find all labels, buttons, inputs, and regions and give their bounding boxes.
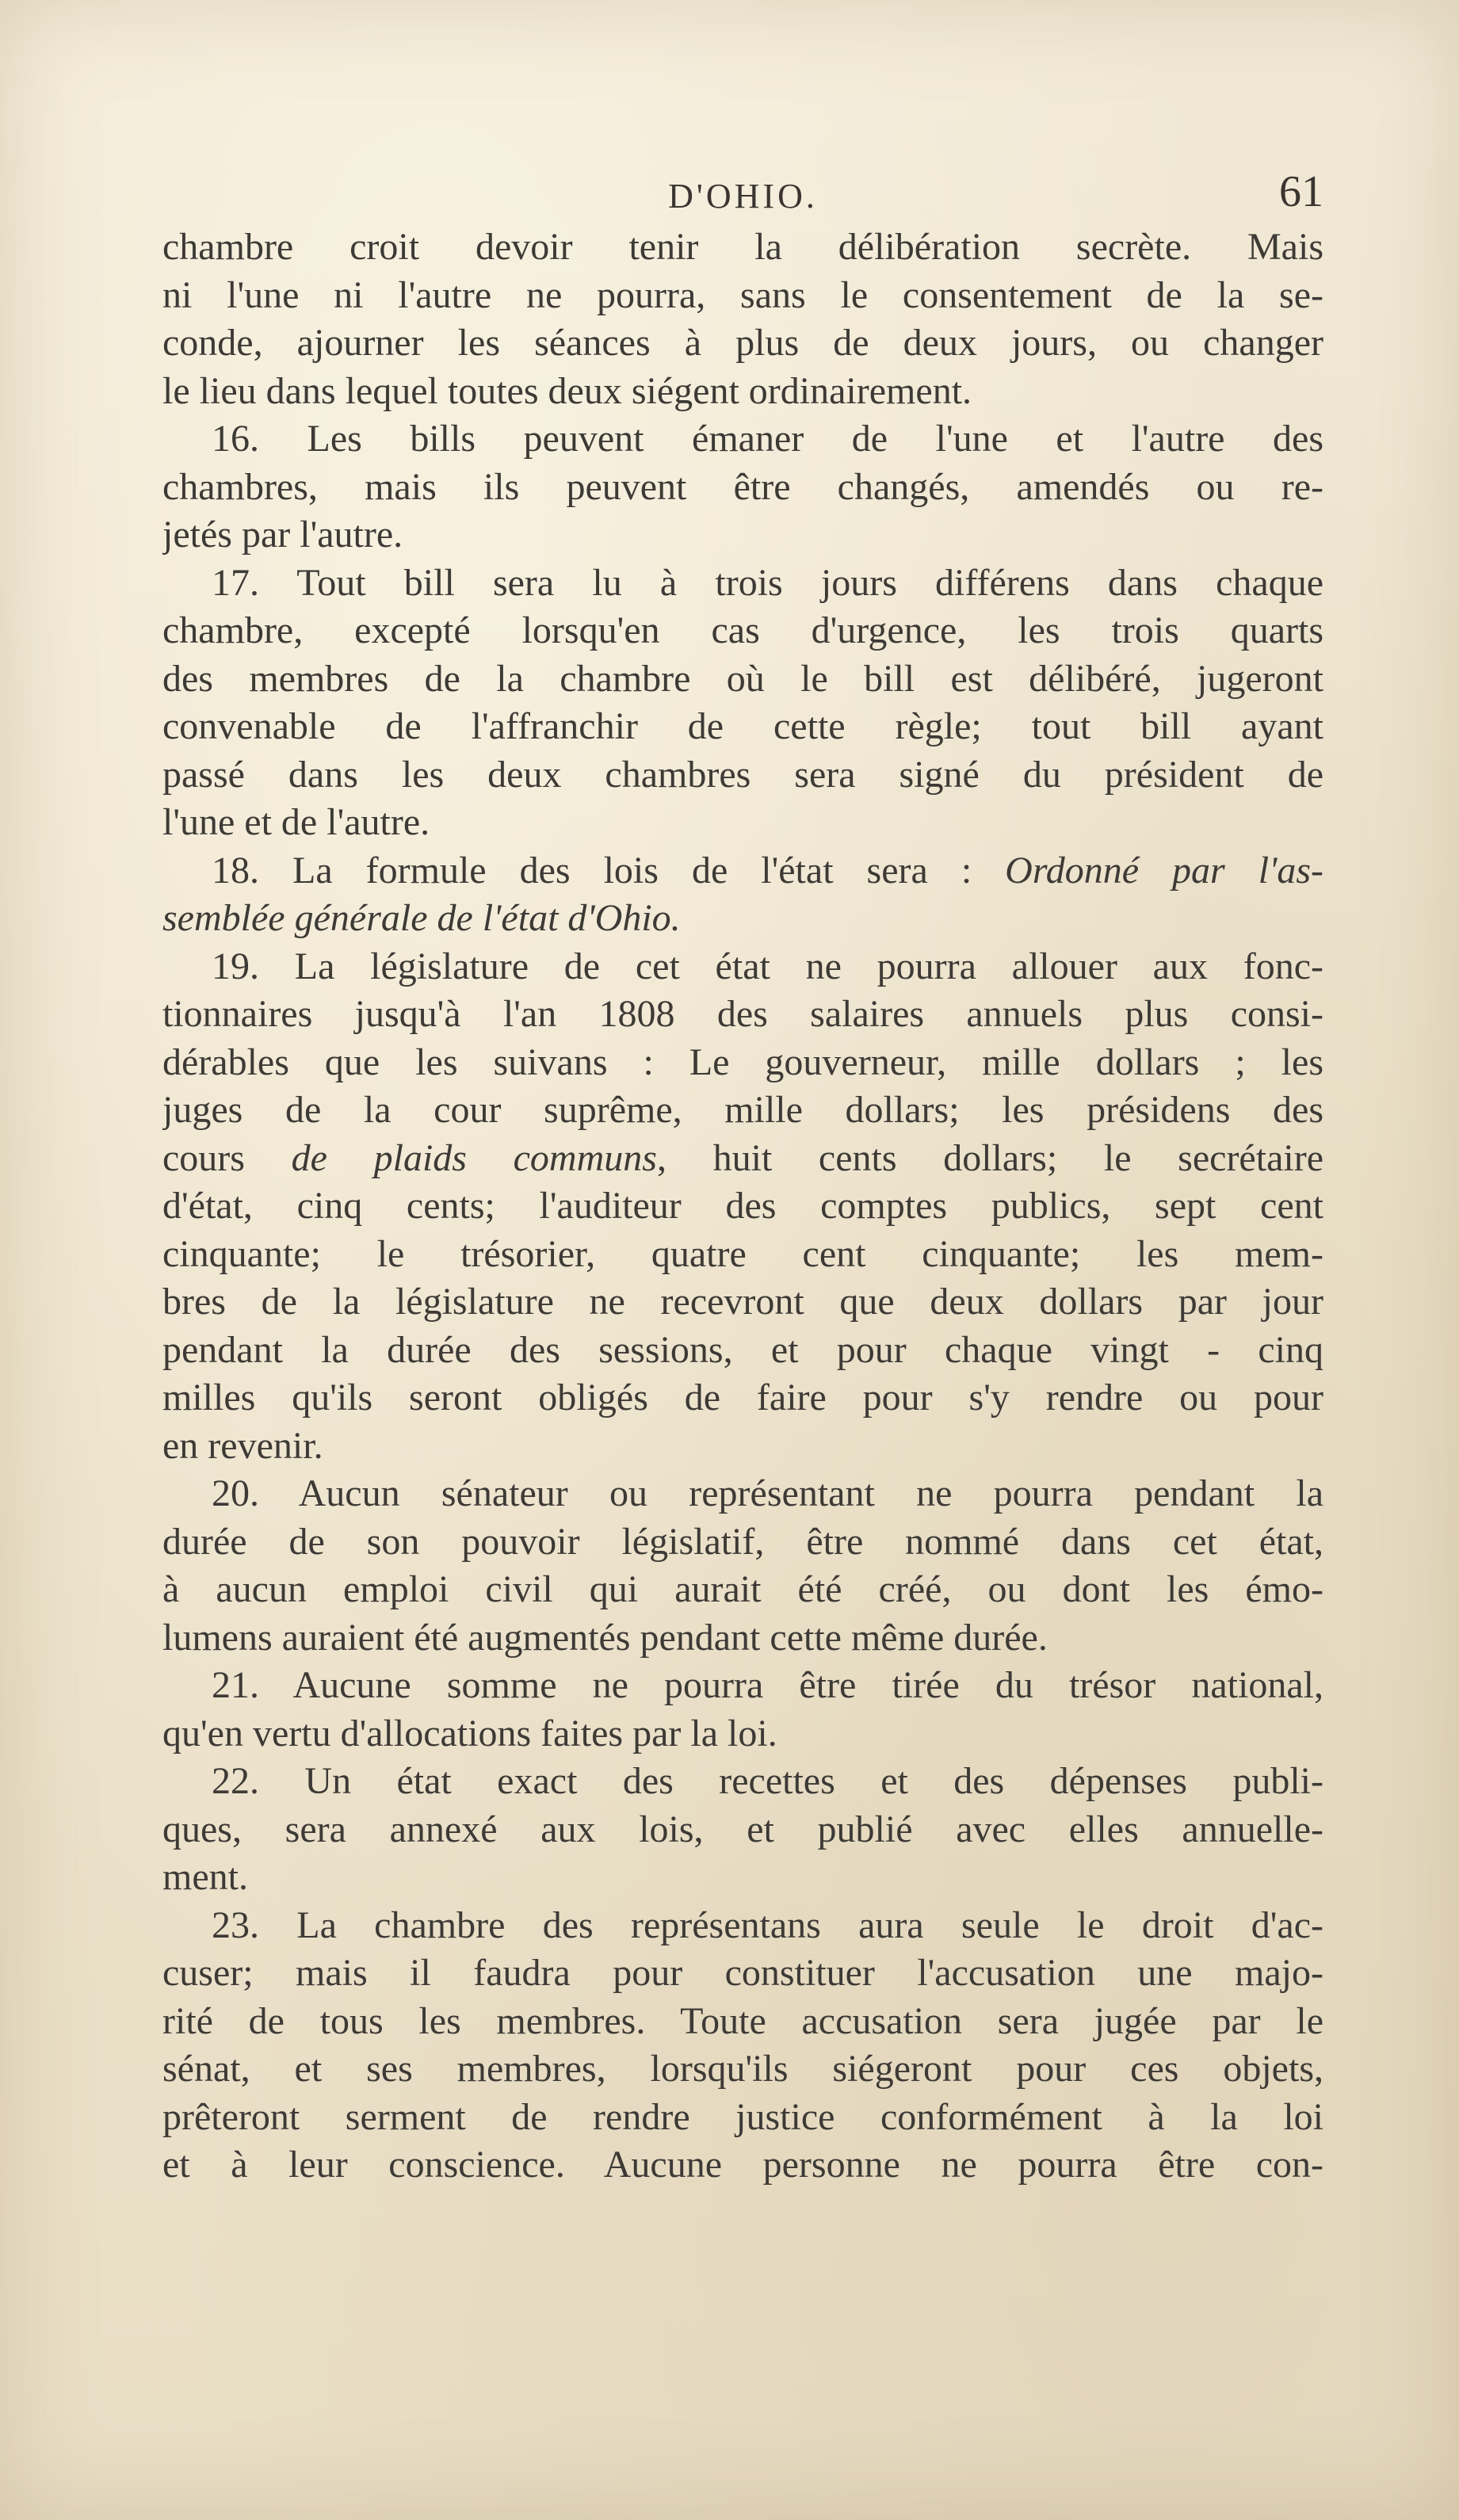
text-line-content (212, 559, 1323, 608)
text-line-content (162, 1422, 1323, 1471)
text-line-content (162, 1518, 1323, 1567)
text-line (162, 847, 1323, 895)
text-line-content (162, 1998, 1323, 2046)
text-line (162, 415, 1323, 464)
text-run: sénat, et ses membres, lorsqu'ils siégeront pour ces objets, (162, 2048, 1323, 2090)
body-text (162, 223, 1323, 2190)
text-line-content (162, 2094, 1323, 2142)
text-run: 18. La formule des lois de l'état sera : (212, 849, 1006, 892)
text-run: ques, sera annexé aux lois, et publié avec elles annuelle- (162, 1808, 1323, 1850)
text-line-content (162, 464, 1323, 512)
text-line-content (162, 751, 1323, 800)
text-line (162, 272, 1323, 320)
text-run: dérables que les suivans : Le gouverneur, mille dollars ; les (162, 1040, 1323, 1083)
text-line-content (162, 1135, 1323, 1183)
text-line (162, 223, 1323, 272)
text-line (162, 1662, 1323, 1710)
text-run: à aucun emploi civil qui aurait été créé, ou dont les émo- (162, 1568, 1323, 1610)
text-run: cuser; mais il faudra pour constituer l'accusation une majo- (162, 1952, 1323, 1994)
text-run: 20. Aucun sénateur ou représentant ne pourra pendant la (212, 1472, 1323, 1514)
text-line (162, 1614, 1323, 1663)
text-run: chambre, excepté lorsqu'en cas d'urgence, les trois quarts (162, 609, 1323, 651)
text-line-content (162, 703, 1323, 751)
text-run: 17. Tout bill sera lu à trois jours différens dans chaque (212, 561, 1323, 604)
text-run: en revenir. (162, 1424, 323, 1467)
italic-run: de plaids communs (291, 1136, 657, 1179)
text-run: 23. La chambre des représentans aura seule le droit d'ac- (212, 1903, 1323, 1946)
text-line (162, 1518, 1323, 1567)
text-line-content (162, 1039, 1323, 1087)
text-line (162, 1327, 1323, 1375)
text-line (162, 2045, 1323, 2094)
text-line (162, 1949, 1323, 1998)
text-line-content (162, 895, 1323, 943)
text-line-content (162, 1566, 1323, 1614)
text-line-content (162, 1278, 1323, 1327)
italic-run: Ordonné par l'as- (1005, 849, 1323, 892)
text-line (162, 1231, 1323, 1279)
text-line-content (162, 511, 1323, 559)
text-run: milles qu'ils seront obligés de faire pour s'y rendre ou pour (162, 1376, 1323, 1418)
text-run: qu'en vertu d'allocations faites par la loi. (162, 1712, 777, 1754)
text-run: pendant la durée des sessions, et pour chaque vingt - cinq (162, 1328, 1323, 1371)
page-number: 61 (1279, 167, 1323, 216)
text-line (162, 368, 1323, 416)
text-run: d'état, cinq cents; l'auditeur des comptes publics, sept cent (162, 1185, 1323, 1227)
text-run: ni l'une ni l'autre ne pourra, sans le consentement de la se- (162, 273, 1323, 316)
text-line (162, 1854, 1323, 1902)
text-line-content (162, 991, 1323, 1039)
running-head: D'OHIO. (668, 177, 818, 216)
text-run: et à leur conscience. Aucune personne ne pourra être con- (162, 2144, 1323, 2186)
text-run: chambre croit devoir tenir la délibération secrète. Mais (162, 226, 1323, 268)
text-line (162, 1374, 1323, 1422)
text-line (162, 751, 1323, 800)
text-line-content (162, 1374, 1323, 1422)
text-run: ment. (162, 1856, 248, 1898)
text-line-content (162, 1327, 1323, 1375)
text-line-content (212, 943, 1323, 991)
text-line-content (162, 2045, 1323, 2094)
text-line (162, 943, 1323, 991)
text-line-content (212, 1470, 1323, 1518)
text-line-content (162, 1949, 1323, 1998)
text-run: cinquante; le trésorier, quatre cent cinquante; les mem- (162, 1232, 1323, 1275)
text-run: 16. Les bills peuvent émaner de l'une et l'autre des (212, 418, 1323, 460)
text-run: jetés par l'autre. (162, 514, 403, 556)
text-line (162, 464, 1323, 512)
text-run: juges de la cour suprême, mille dollars; les présidens des (162, 1089, 1323, 1131)
text-run: , huit cents dollars; le secrétaire (656, 1136, 1323, 1179)
text-line-content (212, 415, 1323, 464)
text-line (162, 1182, 1323, 1231)
text-run: lumens auraient été augmentés pendant cette même durée. (162, 1616, 1048, 1659)
text-line-content (162, 1182, 1323, 1231)
italic-run: semblée générale de l'état d'Ohio. (162, 897, 681, 939)
text-line (162, 991, 1323, 1039)
text-run: rité de tous les membres. Toute accusation sera jugée par le (162, 1999, 1323, 2042)
text-line (162, 1758, 1323, 1806)
text-line-content (162, 1710, 1323, 1758)
text-run: l'une et de l'autre. (162, 801, 430, 843)
text-run: prêteront serment de rendre justice conformément à la loi (162, 2095, 1323, 2138)
text-line (162, 607, 1323, 655)
text-line (162, 799, 1323, 847)
text-line-content (212, 1662, 1323, 1710)
text-line-content (162, 799, 1323, 847)
text-line-content (162, 1854, 1323, 1902)
text-line-content (162, 319, 1323, 368)
text-line (162, 2141, 1323, 2190)
text-run: des membres de la chambre où le bill est délibéré, jugeront (162, 657, 1323, 700)
text-run: chambres, mais ils peuvent être changés, amendés ou re- (162, 465, 1323, 508)
text-line-content (162, 368, 1323, 416)
text-run: 19. La législature de cet état ne pourra allouer aux fonc- (212, 945, 1323, 987)
text-line-content (212, 1902, 1323, 1950)
text-run: 21. Aucune somme ne pourra être tirée du trésor national, (212, 1664, 1323, 1706)
text-line (162, 1086, 1323, 1135)
text-line (162, 1470, 1323, 1518)
text-run: passé dans les deux chambres sera signé du président de (162, 753, 1323, 796)
text-run: durée de son pouvoir législatif, être nommé dans cet état, (162, 1520, 1323, 1563)
text-line (162, 1422, 1323, 1471)
text-line (162, 1806, 1323, 1854)
text-line-content (162, 2141, 1323, 2190)
text-line-content (162, 272, 1323, 320)
text-line (162, 703, 1323, 751)
text-run: le lieu dans lequel toutes deux siégent ordinairement. (162, 369, 972, 412)
text-line (162, 1135, 1323, 1183)
text-line (162, 895, 1323, 943)
text-line-content (162, 223, 1323, 272)
text-line-content (162, 607, 1323, 655)
text-line (162, 1278, 1323, 1327)
text-line-content (212, 847, 1323, 895)
text-run: bres de la législature ne recevront que deux dollars par jour (162, 1281, 1323, 1323)
page-header (162, 166, 1323, 230)
text-line (162, 1710, 1323, 1758)
text-line-content (212, 1758, 1323, 1806)
text-line-content (162, 655, 1323, 704)
text-line-content (162, 1086, 1323, 1135)
text-run: tionnaires jusqu'à l'an 1808 des salaires annuels plus consi- (162, 993, 1323, 1035)
text-line (162, 1039, 1323, 1087)
text-line (162, 1902, 1323, 1950)
text-run: conde, ajourner les séances à plus de deux jours, ou changer (162, 322, 1323, 364)
text-line (162, 2094, 1323, 2142)
text-line (162, 1566, 1323, 1614)
text-line (162, 319, 1323, 368)
text-line (162, 511, 1323, 559)
text-run: convenable de l'affranchir de cette règle; tout bill ayant (162, 705, 1323, 747)
text-line-content (162, 1231, 1323, 1279)
text-line-content (162, 1806, 1323, 1854)
text-run: 22. Un état exact des recettes et des dépenses publi- (212, 1760, 1323, 1802)
text-line (162, 1998, 1323, 2046)
text-line (162, 655, 1323, 704)
text-line (162, 559, 1323, 608)
text-run: cours (162, 1136, 292, 1179)
text-line-content (162, 1614, 1323, 1663)
